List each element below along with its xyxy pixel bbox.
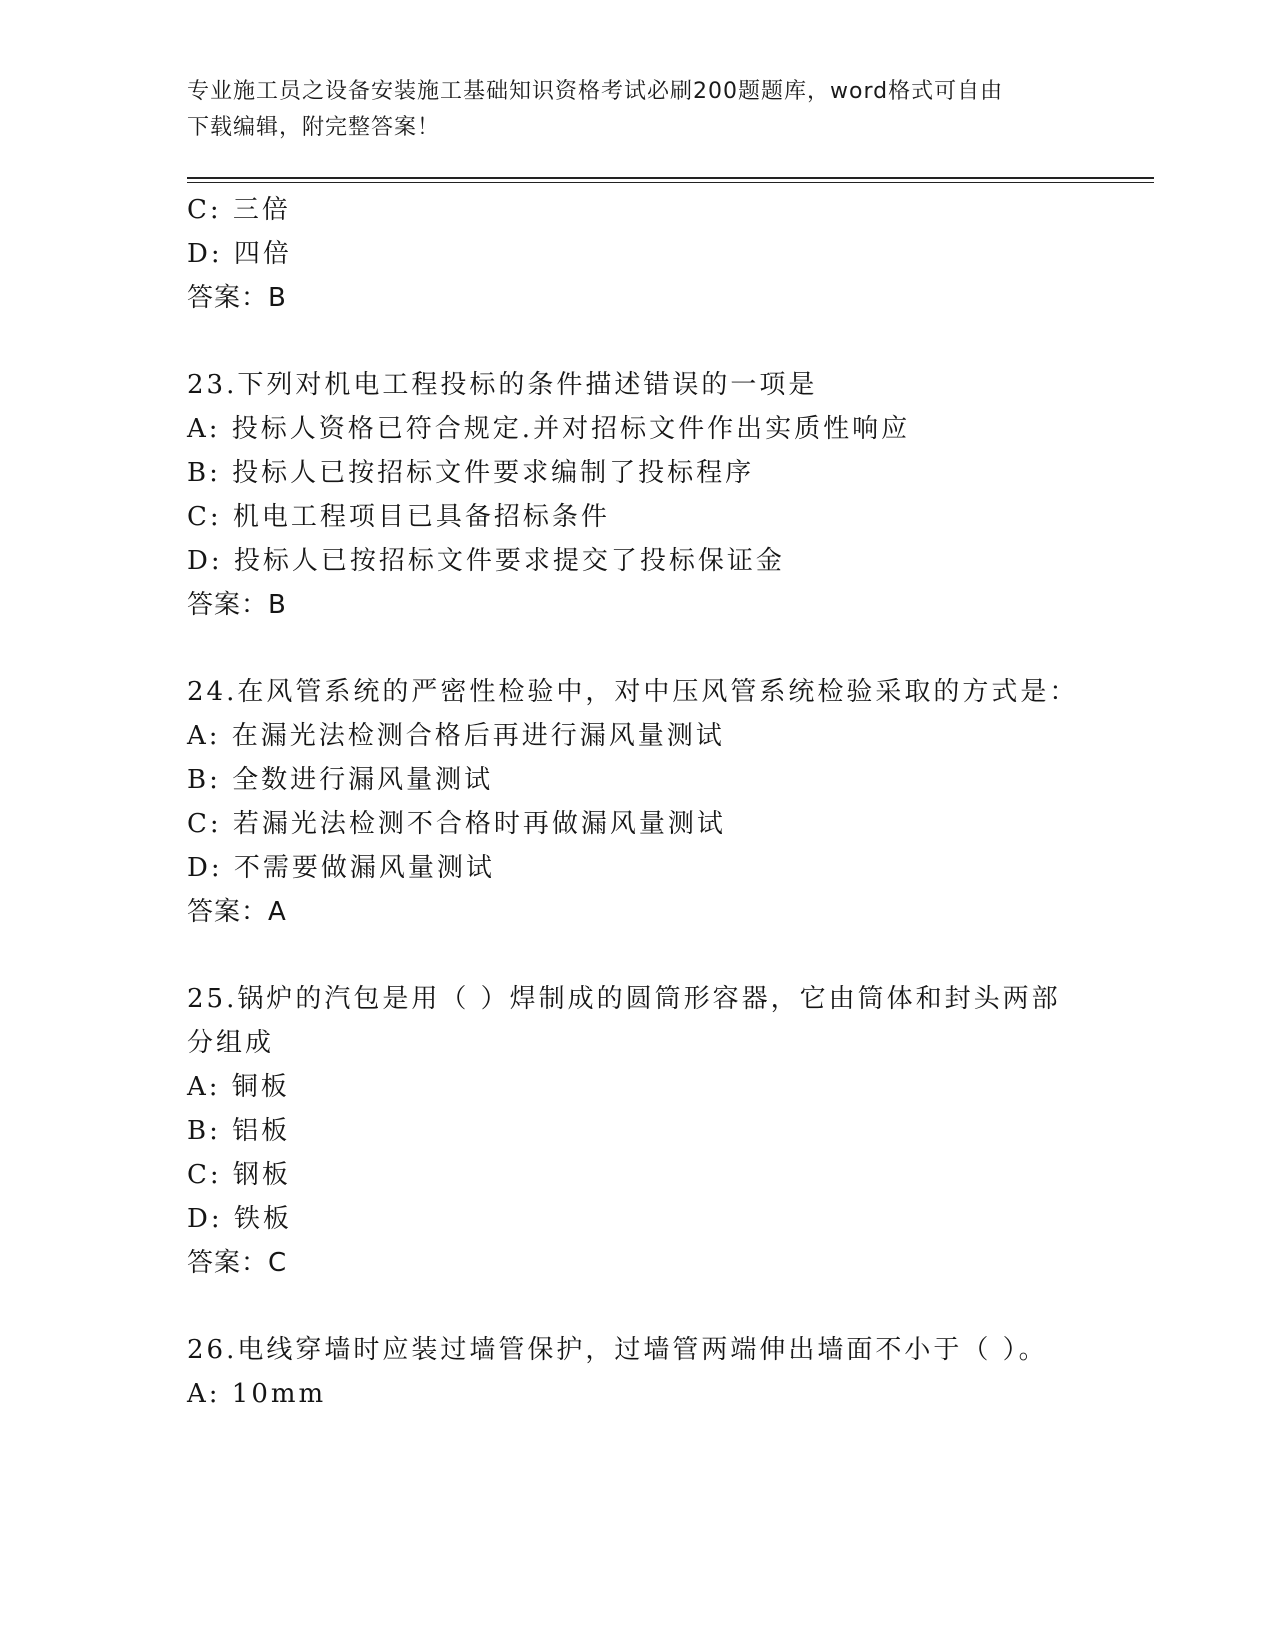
option-line: D: 不需要做漏风量测试 (187, 853, 495, 883)
question-line: 24.在风管系统的严密性检验中，对中压风管系统检验采取的方式是： (187, 677, 1079, 707)
answer-line: 答案：A (187, 897, 287, 927)
question-line: 25.锅炉的汽包是用（ ）焊制成的圆筒形容器，它由筒体和封头两部 (187, 984, 1061, 1014)
option-line: C: 三倍 (187, 195, 291, 225)
option-line: C: 若漏光法检测不合格时再做漏风量测试 (187, 809, 726, 839)
header-line-1: 专业施工员之设备安装施工基础知识资格考试必刷200题题库，word格式可自由 (187, 79, 1004, 104)
answer-line: 答案：C (187, 1248, 288, 1278)
option-line: D: 四倍 (187, 239, 292, 269)
header-rule-thick (187, 177, 1154, 179)
header-rule-thin (187, 182, 1154, 183)
option-line: B: 投标人已按招标文件要求编制了投标程序 (187, 458, 755, 488)
answer-line: 答案：B (187, 590, 287, 620)
option-line: C: 钢板 (187, 1160, 291, 1190)
question-line: 23.下列对机电工程投标的条件描述错误的一项是 (187, 370, 818, 400)
question-line: 26.电线穿墙时应装过墙管保护，过墙管两端伸出墙面不小于（ ）。 (187, 1335, 1048, 1365)
document-header (187, 74, 1067, 146)
header-line-2: 下载编辑，附完整答案！ (187, 115, 441, 140)
answer-line: 答案：B (187, 283, 287, 313)
question-line: 分组成 (187, 1028, 275, 1058)
option-line: B: 铝板 (187, 1116, 291, 1146)
option-line: A: 投标人资格已符合规定.并对招标文件作出实质性响应 (187, 414, 911, 444)
option-line: A: 铜板 (187, 1072, 290, 1102)
option-line: D: 铁板 (187, 1204, 292, 1234)
option-line: C: 机电工程项目已具备招标条件 (187, 502, 610, 532)
option-line: A: 在漏光法检测合格后再进行漏风量测试 (187, 721, 725, 751)
option-line: A: 10mm (187, 1379, 327, 1409)
option-line: D: 投标人已按招标文件要求提交了投标保证金 (187, 546, 785, 576)
option-line: B: 全数进行漏风量测试 (187, 765, 494, 795)
